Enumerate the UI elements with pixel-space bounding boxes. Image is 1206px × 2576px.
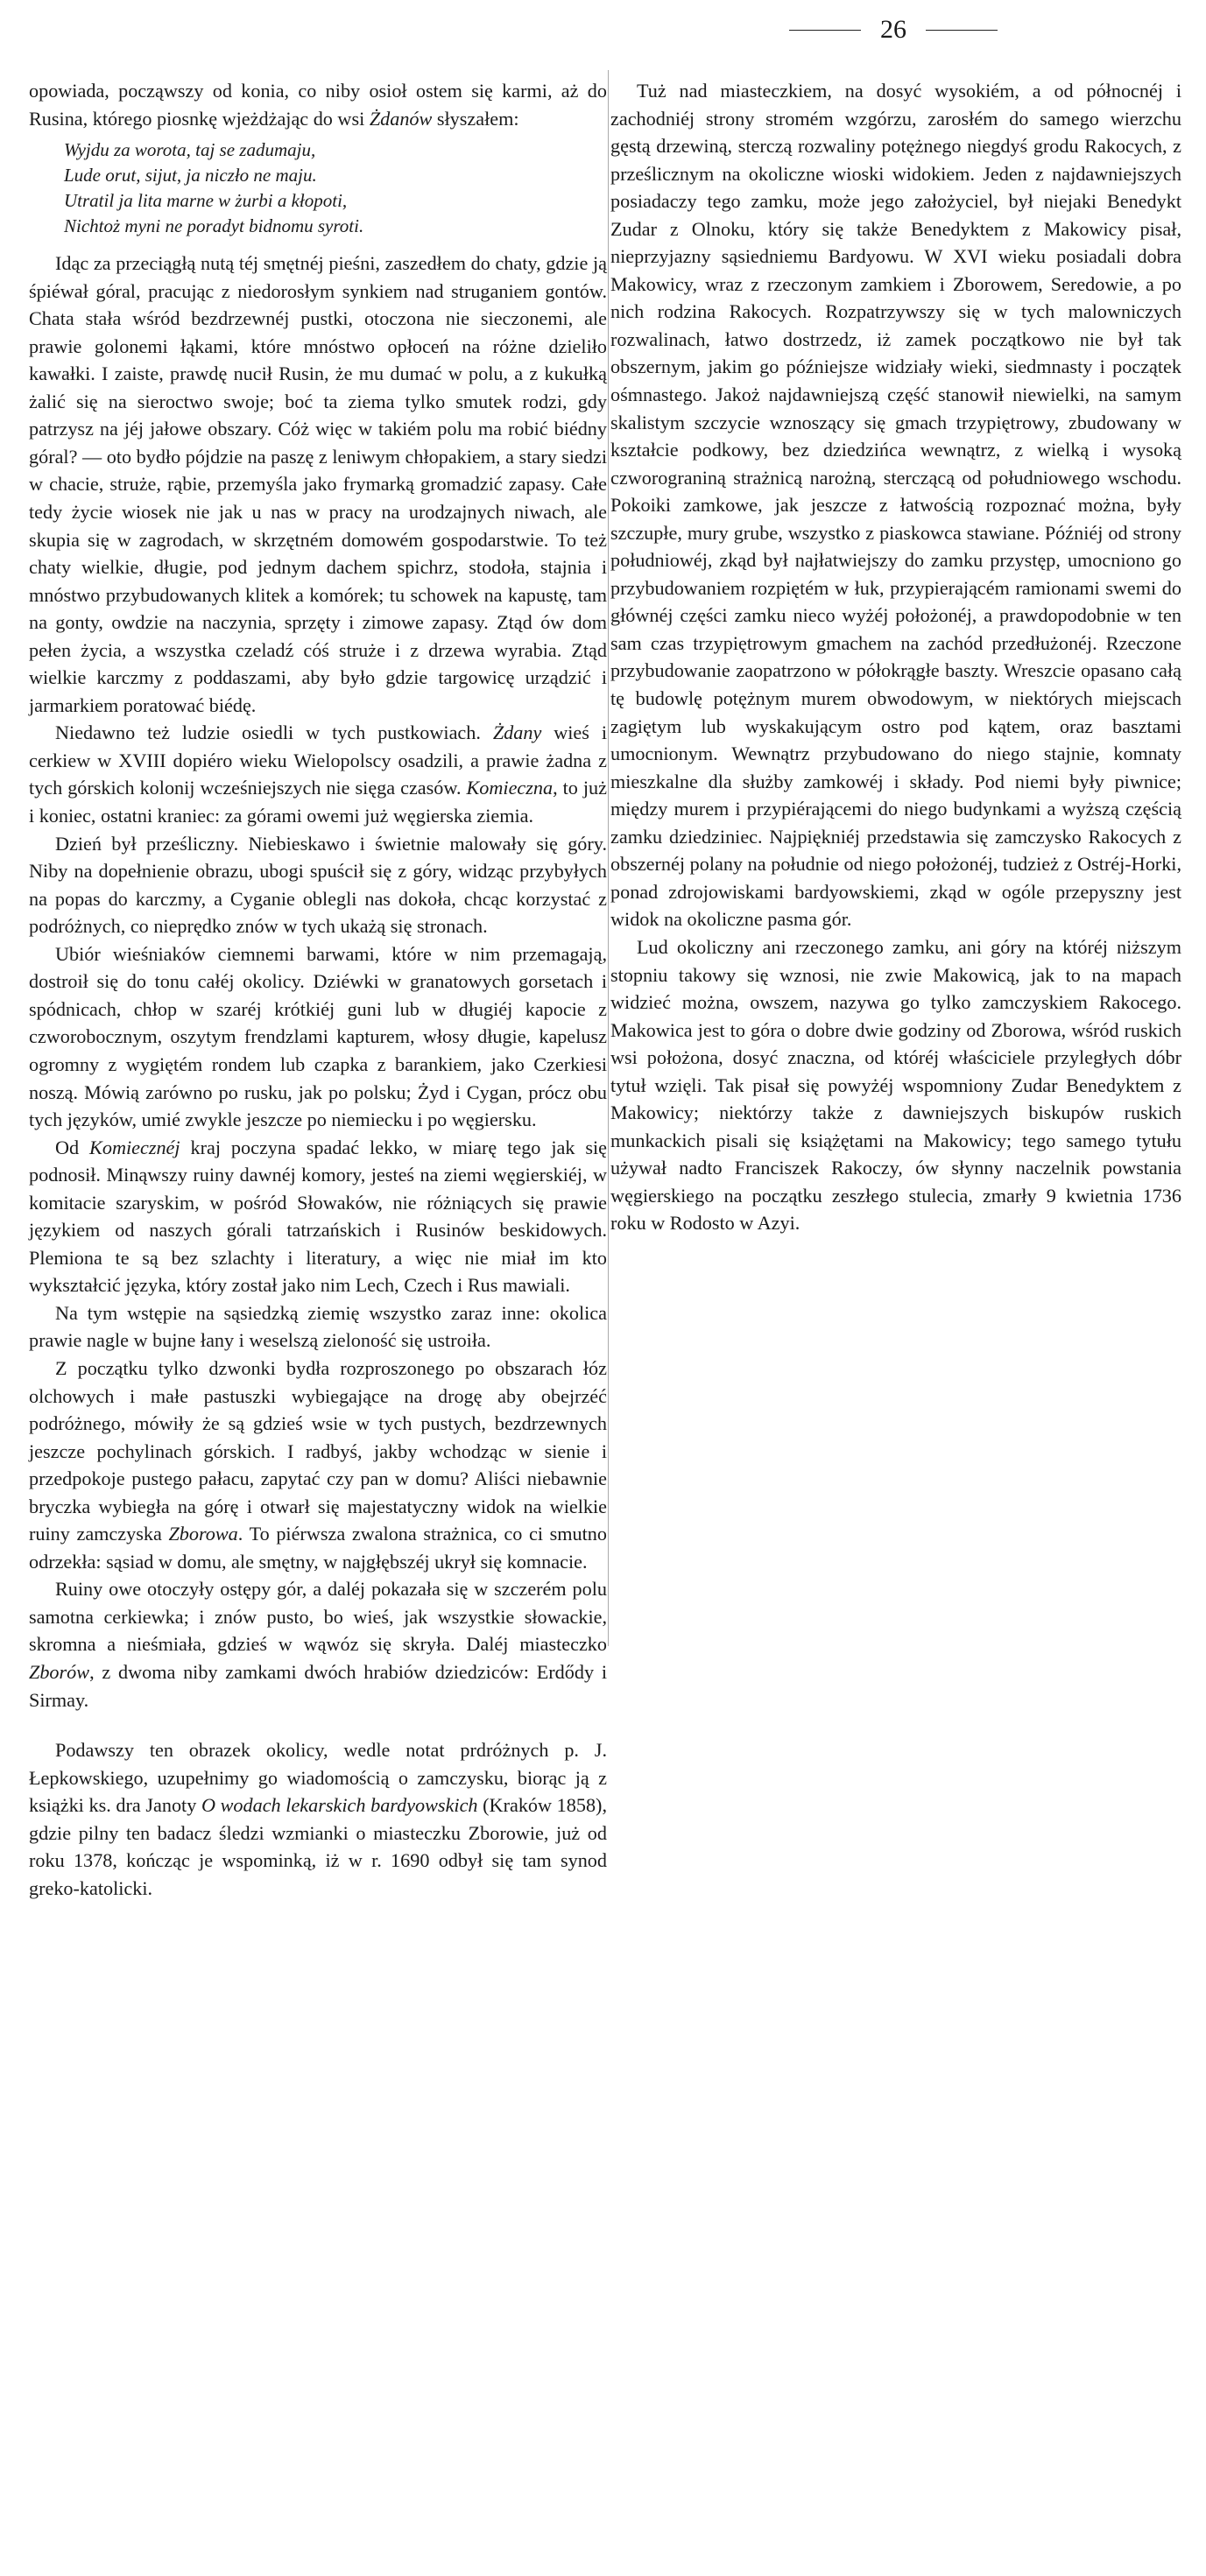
page-header (788, 12, 998, 47)
text-run: Od (55, 1136, 90, 1158)
paragraph (29, 77, 607, 132)
text-run: Ruiny owe otoczyły ostępy gór, a daléj pokazała się w szczerém polu samotna cerkiewka; i znów pusto, bo wieś, jak wszystkie słowackie, skromna a nieśmiała, gdzieś w wąwóz się skryła. Daléj miasteczko (29, 1578, 607, 1656)
verse-line: Wyjdu za worota, taj se zadumaju, (64, 139, 316, 161)
page-number: 26 (880, 15, 906, 44)
text-run: Niedawno też ludzie osiedli w tych pustkowiach. (55, 721, 493, 744)
text-run: , to już i koniec, ostatni kraniec: za górami owemi już węgierska ziemia. (29, 777, 607, 827)
text-run: . To piérwsza zwalona strażnica, co ci smutno odrzekła: sąsiad w domu, ale smętny, w najgłębszéj ukrył się komnacie. (29, 1523, 607, 1573)
text-run: kraj poczyna spadać lekko, w miarę tego jak się podnosił. Minąwszy ruiny dawnéj komory, jesteś na ziemi węgierskiéj, w komitacie szaryskim, w pośród Słowaków, nie różniących się prawie językiem od naszych górali tatrzańskich i Rusinów beskidowych. Plemiona te są bez szlachty i literatury, a więc nie miał im kto wykształcić języka, który został jako nim Lech, Czech i Rus mawiali. (29, 1136, 607, 1297)
paragraph (29, 1134, 607, 1299)
left-column (29, 77, 607, 1902)
text-run: słyszałem: (432, 107, 519, 130)
verse-line: Utratil ja lita marne w żurbi a kłopoti, (64, 190, 348, 212)
text-run: , z dwoma niby zamkami dwóch hrabiów dziedziców: Erdődy i Sirmay. (29, 1660, 607, 1711)
paragraph: Na tym wstępie na sąsiedzką ziemię wszystko zaraz inne: okolica prawie nagle w bujne łany i weselszą zieloność się ustroiła. (29, 1301, 607, 1352)
place-name: Zborów (29, 1660, 90, 1683)
paragraph (29, 1355, 607, 1575)
text-run: Podawszy ten obrazek okolicy, wedle notat prdróżnych p. J. Łepkowskiego, uzupełnimy go wiadomością o zamczysku, biorąc ją z książki ks. dra Janoty (29, 1739, 607, 1817)
header-rule-left (789, 30, 861, 31)
place-name: Zborowa (168, 1523, 238, 1545)
paragraph: Idąc za przeciągłą nutą téj smętnéj pieśni, zaszedłem do chaty, gdzie ją śpiéwał góral, pracując z niedorosłym synkiem nad struganiem gontów. Chata stała wśród bezdrzewnéj pustki, otoczona nie sieczonemi, ale prawie golonemi łąkami, które mnóstwo opłoceń na różne dzieliło kawałki. I zaiste, prawdę nucił Rusin, że mu dumać w polu, a z kukułką żalić się na sieroctwo swoje; boć ta ziema tylko smutek rodzi, gdy patrzysz na jéj jałowe obszary. Cóż więc w takiém polu ma robić biédny góral? — oto bydło pójdzie na paszę z leniwym chłopakiem, a stary siedzi w chacie, struże, rąbie, przemyśla jako frymarką gromadzić zapasy. Całe tedy życie wiosek nie jak u nas w pracy na urodzajnych niwach, ale skupia się w zagrodach, w skrzętném domowém gospodarstwie. To też chaty wielkie, długie, pod jednym dachem spichrz, stodoła, stajnia i mnóstwo przybudowanych klitek a komórek; tu schowek na kapustę, tam na gonty, owdzie na naczynia, sprzęty i zimowe zapasy. Ztąd ów dom pełen życia, a wszystka czeladź cóś struże i z drzewa wyrabia. Ztąd wielkie karczmy z poddaszami, aby było gdzie targowicę urządzić i jarmarkiem poratować biédę. (29, 252, 607, 716)
book-title: O wodach lekarskich bardyowskich (201, 1794, 478, 1817)
spacer (29, 1714, 607, 1736)
paragraph (29, 719, 607, 829)
place-name: Komiecznéj (89, 1136, 180, 1158)
place-name: Komieczna (466, 777, 554, 799)
text-run: opowiada, począwszy od konia, co niby osioł ostem się karmi, aż do Rusina, którego piosnkę wjeżdżając do wsi (29, 80, 607, 130)
text-run: wieś i cerkiew w XVIII dopiéro wieku Wielopolscy osadzili, a prawie żadna z tych górskich kolonij wcześniejszych nie sięga czasów. (29, 721, 608, 799)
paragraph: Lud okoliczny ani rzeczonego zamku, ani góry na któréj niższym stopniu takowy się wznosi, nie zwie Makowicą, jak to na mapach widzieć można, owszem, nazywa go tylko zamczyskiem Rakocego. Makowica jest to góra o dobre dwie godziny od Zborowa, wśród ruskich wsi położona, dosyć znaczna, od któréj właściciele przyległych dóbr tytuł wzięli. Tak pisał się powyżéj wspomniony Zudar Benedyktem z Makowicy; niektórzy także z dawniejszych biskupów ruskich munkackich pisali się książętami na Makowicy; tego samego tytułu używał nadto Franciszek Rakoczy, ów słynny naczelnik powstania węgierskiego na początku zeszłego stulecia, zmarły 9 kwietnia 1736 roku w Rodosto w Azyi. (610, 935, 1181, 1235)
paragraph: Ubiór wieśniaków ciemnemi barwami, które w nim przemagają, dostroił się do tonu całéj okolicy. Dziéwki w granatowych gorsetach i spódnicach, chłop w szaréj krótkiéj guni lub w długiéj kapocie z czworobocznym, oszytym frendzlami kapturem, włosy długie, kapelusz ogromny z wygiętém rondem lub czapka z barankiem, jako Czerkiesi noszą. Mówią zarówno po rusku, jak po polsku; Żyd i Cygan, prócz obu tych języków, umié zwykle jeszcze po niemiecku i po węgiersku. (29, 942, 607, 1131)
text-run: Z początku tylko dzwonki bydła rozproszonego po obszarach łóz olchowych i małe pastuszki wybiegające na drogę aby obejrzéć podróżnego, mówiły że są gdzieś wsie w tych pustych, bezdrzewnych jeszcze pochylinach górskich. I radbyś, jakby wchodząc w sienie i przedpokoje pustego pałacu, zapytać czy pan w domu? Aliści niebawnie bryczka wybiegła na górę i otwarł się majestatyczny widok na wielkie ruiny zamczyska (29, 1356, 607, 1545)
verse-line: Nichtoż myni ne poradyt bidnomu syroti. (64, 215, 364, 237)
right-column (610, 77, 1181, 1237)
paragraph (29, 1736, 607, 1902)
text-run: (Kraków 1858), gdzie pilny ten badacz śledzi wzmianki o miasteczku Zborowie, już od roku 1378, kończąc je wspominką, iż w r. 1690 odbył się tam synod greko-katolicki. (29, 1794, 607, 1899)
header-rule-right (926, 30, 998, 31)
verse-line: Lude orut, sijut, ja niczło ne maju. (64, 165, 317, 187)
place-name: Żdanów (369, 107, 433, 130)
song-verse (64, 137, 607, 239)
column-divider (608, 70, 609, 1646)
place-name: Żdany (492, 721, 542, 744)
paragraph: Dzień był prześliczny. Niebieskawo i świetnie malowały się góry. Niby na dopełnienie obrazu, ubogi spuścił się z góry, widząc przybyłych na popas do karczmy, a Cyganie oblegli nas dokoła, chcąc korzystać z podróżnych, co nieprędko znów w tych ukażą się stronach. (29, 832, 607, 938)
paragraph (29, 1575, 607, 1714)
paragraph: Tuż nad miasteczkiem, na dosyć wysokiém, a od północnéj i zachodniéj strony stromém wzgórzu, zarosłém do samego wierzchu gęstą drzewiną, sterczą rozwaliny potężnego niegdyś grodu Rakocych, z prześlicznym na okoliczne wioski widokiem. Jeden z najdawniejszych posiadaczy tego zamku, może jego założyciel, był niejaki Benedykt Zudar z Olnoku, który się także Benedyktem z Makowicy pisał, nieprzyjazny sąsiedniemu Bardyowu. W XVI wieku posiadali dobra Makowicy, wraz z rzeczonym zamkiem i Zborowem, Seredowie, a po nich rodzina Rakocych. Rozpatrzywszy się w tych malowniczych rozwalinach, łatwo dostrzedz, iż zamek początkowo nie był tak obszernym, jakim go późniejsze widziały wieki, siedmnasty i początek ośmnastego. Jakoż najdawniejszą część stanowił niewielki, na samym skalistym szczycie wznoszący się gmach trzypiętrowy, zbudowany w kształcie podkowy, bez dziedzińca wewnątrz, z wielką i wysoką czworograniną strażnicą narożną, sterczącą od południowego wschodu. Pokoiki zamkowe, jak jeszcze z łatwością rozpoznać można, były szczupłe, mury grube, wszystko z piaskowca stawiane. Późniéj od strony południowéj, zkąd był najłatwiejszy do zamku przystęp, umocniono go przybudowaniem rozpiętém w łuk, przypierającém ramionami swemi do głównéj części zamku nieco wyżéj położonéj, a prawdopodobnie w ten sam czas trzypiętrowym gmachem na zachód przedłużonéj. Rzeczone przybudowanie zaopatrzono w półokrągłe baszty. Wreszcie opasano całą tę budowlę potężnym murem obwodowym, w niektórych miejscach zagiętym lub wyskakującym ostro pod kątem, oraz basztami umocnionym. Wewnątrz przybudowano do niego stajnie, komnaty mieszkalne dla służby zamkowéj i składy. Pod niemi były piwnice; między murem i przypiérającemi do niego budynkami a wyższą częścią zamku dziedziniec. Najpiękniéj przedstawia się zamczysko Rakocych z obszernéj polany na południe od niego położonéj, tudzież z Ostréj-Horki, ponad zdrojowiskami bardyowskiemi, zkąd w ogóle przepyszny jest widok na okoliczne pasma gór. (610, 80, 1181, 931)
